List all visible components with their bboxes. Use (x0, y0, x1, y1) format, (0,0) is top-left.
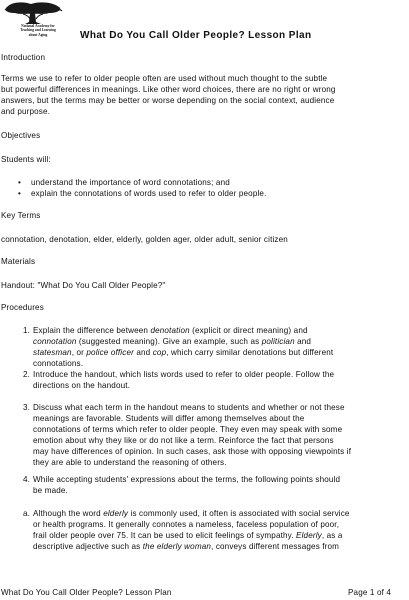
step-number: 1. (22, 326, 30, 335)
footer-title: What Do You Call Older People? Lesson Plan (1, 588, 172, 597)
emphasized-term: police officer (86, 348, 134, 357)
emphasized-term: elderly (103, 509, 129, 518)
page-number: Page 1 of 4 (348, 588, 392, 597)
introduction-paragraph: Terms we use to refer to older people often are used without much thought to the subtle but powerful differences in meanings. Like other word choices, there are no right or wrong answers, but the terms may be better or worse depending on the social context, audience and purpose. (1, 74, 336, 116)
bullet-icon: • (18, 189, 21, 198)
emphasized-term: the elderly woman (142, 542, 212, 551)
logo-caption: National Academy for Teaching and Learning about Aging (20, 24, 56, 37)
emphasized-term: Elderly (296, 531, 322, 540)
emphasized-term: statesman (33, 348, 72, 357)
objective-text: understand the importance of word connotations; and (31, 178, 230, 187)
step-text: Explain the difference between denotation (explicit or direct meaning) and connotation (suggested meaning). Give an example, such as politician and statesman, or police officer and cop, which carry similar denotations but different connotations. (33, 326, 334, 368)
emphasized-term: cop (152, 348, 167, 357)
introduction-heading: Introduction (1, 53, 46, 62)
step-number: 3. (22, 403, 30, 412)
materials-heading: Materials (1, 257, 36, 266)
step-text: Discuss what each term in the handout means to students and whether or not these meanings are favorable. Students will differ among themselves about the connotations of terms which refer to older people. They even may speak with some emotion about why they like or do not like a term. Reinforce the fact that persons may have differences of opinion. In such cases, ask those with opposing viewpoints if they are able to understand the reasoning of others. (33, 403, 352, 467)
objectives-intro: Students will: (1, 155, 51, 164)
key-terms-text: connotation, denotation, elder, elderly, golden ager, older adult, senior citizen (1, 235, 288, 244)
step-number: a. (22, 509, 30, 518)
document-title: What Do You Call Older People? Lesson Plan (80, 30, 312, 41)
emphasized-term: politician (261, 337, 295, 346)
emphasized-term: connotation (33, 337, 77, 346)
bullet-icon: • (18, 178, 21, 187)
objectives-heading: Objectives (1, 131, 41, 140)
academy-logo (1, 1, 65, 37)
step-text: Although the word elderly is commonly used, it often is associated with social service or health programs. It generally connotes a nameless, faceless population of poor, frail older people over 75. It can be used to elicit feelings of sympathy. Elderly, as a descriptive adjective such as the elderly woman, conveys different messages from (33, 509, 350, 551)
step-number: 4. (22, 475, 30, 484)
emphasized-term: denotation (150, 326, 190, 335)
objective-text: explain the connotations of words used to refer to older people. (31, 189, 267, 198)
procedures-heading: Procedures (1, 303, 44, 312)
step-number: 2. (22, 370, 30, 379)
step-text: Introduce the handout, which lists words used to refer to older people. Follow the directions on the handout. (33, 370, 335, 390)
step-text: While accepting students' expressions about the terms, the following points should be made. (33, 475, 341, 495)
materials-text: Handout: "What Do You Call Older People?" (1, 281, 166, 290)
key-terms-heading: Key Terms (1, 211, 41, 220)
